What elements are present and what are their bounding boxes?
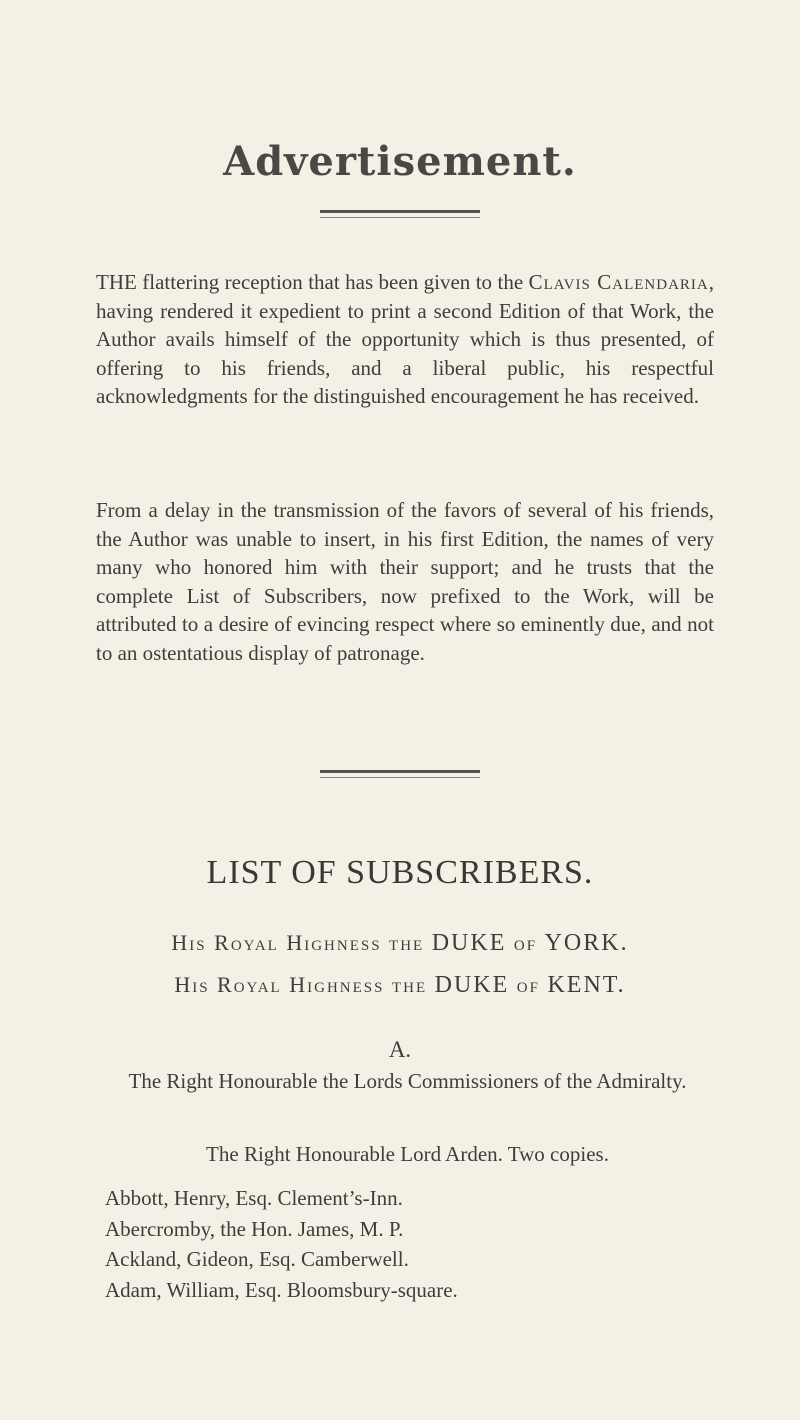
divider-rule-2 — [320, 770, 480, 778]
subscribers-title: LIST OF SUBSCRIBERS. — [206, 854, 594, 891]
subscriber-list — [105, 1183, 725, 1305]
divider-rule — [320, 210, 480, 218]
subscriber-entry: Abbott, Henry, Esq. Clement’s-Inn. — [105, 1186, 403, 1210]
royal-place: YORK. — [544, 930, 629, 956]
royal-title: DUKE — [431, 930, 507, 956]
subscriber-entry: The Right Honourable the Lords Commissioners of the Admiralty. — [128, 1069, 687, 1093]
royal-place: KENT. — [547, 972, 626, 998]
royal-of: of — [506, 930, 545, 955]
subscriber-entry: Adam, William, Esq. Bloomsbury-square. — [105, 1277, 458, 1302]
royal-prefix: His Royal Highness the — [174, 972, 435, 997]
page-heading: Advertisement. — [223, 138, 577, 185]
subscriber-entry: Abercromby, the Hon. James, M. P. — [105, 1216, 404, 1241]
royal-of: of — [509, 972, 548, 997]
royal-subscriber — [0, 930, 800, 957]
royal-prefix: His Royal Highness the — [171, 930, 432, 955]
work-title: Clavis Calendaria — [528, 270, 709, 294]
subscriber-entry: The Right Honourable Lord Arden. Two copies. — [206, 1142, 609, 1166]
subscriber-entry: Ackland, Gideon, Esq. Camberwell. — [105, 1247, 409, 1271]
royal-subscriber — [0, 972, 800, 999]
advertisement-paragraph-1 — [96, 268, 714, 411]
royal-title: DUKE — [434, 972, 510, 998]
p1-text-b: , having rendered it expedient to print a second Edition of that Work, the Author avails himself of the opportunity which is thus presented, of offering to his friends, and a liberal public, his respectful acknowledgments for the distinguished encouragement he has received. — [96, 270, 714, 408]
advertisement-paragraph-2: From a delay in the transmission of the favors of several of his friends, the Author was unable to insert, in his first Edition, the names of very many who honored him with their support; and he trusts that the complete List of Subscribers, now prefixed to the Work, will be attributed to a desire of evincing respect where so eminently due, and not to an ostentatious display of patronage. — [96, 498, 714, 665]
p1-text-a: THE flattering reception that has been given to the — [96, 270, 529, 294]
section-letter: A. — [388, 1037, 412, 1062]
